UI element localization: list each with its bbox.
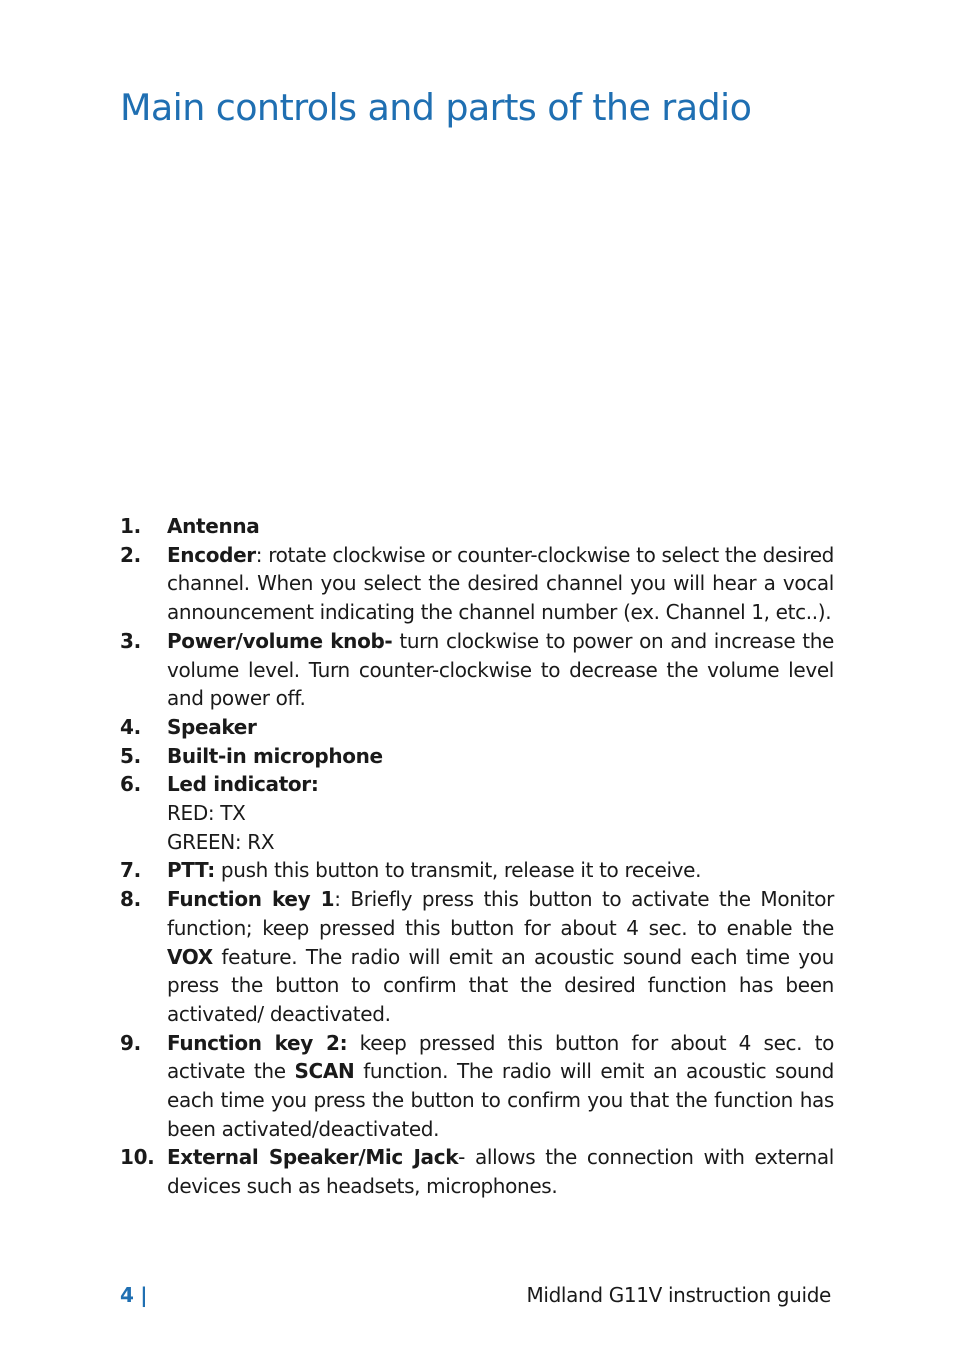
page-number: 4 | xyxy=(120,1283,148,1307)
item-text: push this button to transmit, release it to receive. xyxy=(214,858,702,883)
item-number: 4. xyxy=(120,714,141,739)
parts-list xyxy=(120,512,834,1201)
item-label: Encoder xyxy=(167,542,256,567)
item-label: Speaker xyxy=(167,714,257,739)
item-number: 5. xyxy=(120,743,141,768)
list-item xyxy=(120,713,834,742)
item-number: 2. xyxy=(120,542,141,567)
item-body xyxy=(167,541,834,627)
led-green-text: GREEN: RX xyxy=(167,829,275,854)
item-label: Antenna xyxy=(167,514,260,538)
item-label: Power/volume knob- xyxy=(167,628,393,653)
item-number: 3. xyxy=(120,628,141,653)
list-item xyxy=(120,885,834,1029)
item-body xyxy=(167,713,834,742)
item-body xyxy=(167,742,834,771)
item-number: 10. xyxy=(120,1145,155,1170)
list-item xyxy=(120,512,834,541)
item-text: function. The radio will emit an acoustic sound each time you press the button to confirm you that the function has been activated/deactivated. xyxy=(167,1059,834,1141)
list-item xyxy=(120,770,834,856)
item-number: 6. xyxy=(120,772,141,797)
item-body xyxy=(167,1143,834,1200)
list-item xyxy=(120,627,834,713)
item-text: feature. The radio will emit an acoustic sound each time you press the button to confirm that the desired function has been activated/ deactivated. xyxy=(167,944,834,1026)
led-red-text: RED: TX xyxy=(167,801,246,826)
item-body xyxy=(167,885,834,1029)
item-text: : Briefly press this button to activate the Monitor function; keep pressed this button for about 4 sec. to enable the xyxy=(167,887,834,940)
item-label: Led indicator: xyxy=(167,772,319,797)
scan-label: SCAN xyxy=(294,1059,355,1084)
item-label: External Speaker/Mic Jack xyxy=(167,1145,459,1170)
item-number: 1. xyxy=(120,514,141,538)
item-text: : rotate clockwise or counter-clockwise to select the desired channel. When you select the desired channel you will hear a vocal announcement indicating the channel number (ex. Channel 1, etc..). xyxy=(167,542,834,625)
item-body xyxy=(167,770,834,856)
item-body xyxy=(167,627,834,713)
item-label: Function key 2: xyxy=(167,1030,348,1055)
item-label: PTT: xyxy=(167,858,215,883)
footer-guide-title: Midland G11V instruction guide xyxy=(526,1283,831,1307)
item-number: 8. xyxy=(120,887,141,912)
list-item xyxy=(120,1143,834,1200)
item-text: keep pressed this button for about 4 sec. to activate the xyxy=(167,1030,834,1084)
item-number: 9. xyxy=(120,1030,141,1055)
item-text: - allows the connection with external devices such as headsets, microphones. xyxy=(167,1145,834,1199)
page-title: Main controls and parts of the radio xyxy=(120,86,752,129)
item-text: turn clockwise to power on and increase the volume level. Turn counter-clockwise to decrease the volume level and power off. xyxy=(167,628,834,711)
item-body xyxy=(167,856,834,885)
list-item xyxy=(120,541,834,627)
item-label: Built-in microphone xyxy=(167,743,383,768)
list-item xyxy=(120,856,834,885)
item-label: Function key 1 xyxy=(167,887,335,912)
list-item xyxy=(120,742,834,771)
item-number: 7. xyxy=(120,858,141,883)
item-body xyxy=(167,1029,834,1144)
item-body xyxy=(167,512,834,541)
list-item xyxy=(120,1029,834,1144)
vox-label: VOX xyxy=(167,944,213,969)
